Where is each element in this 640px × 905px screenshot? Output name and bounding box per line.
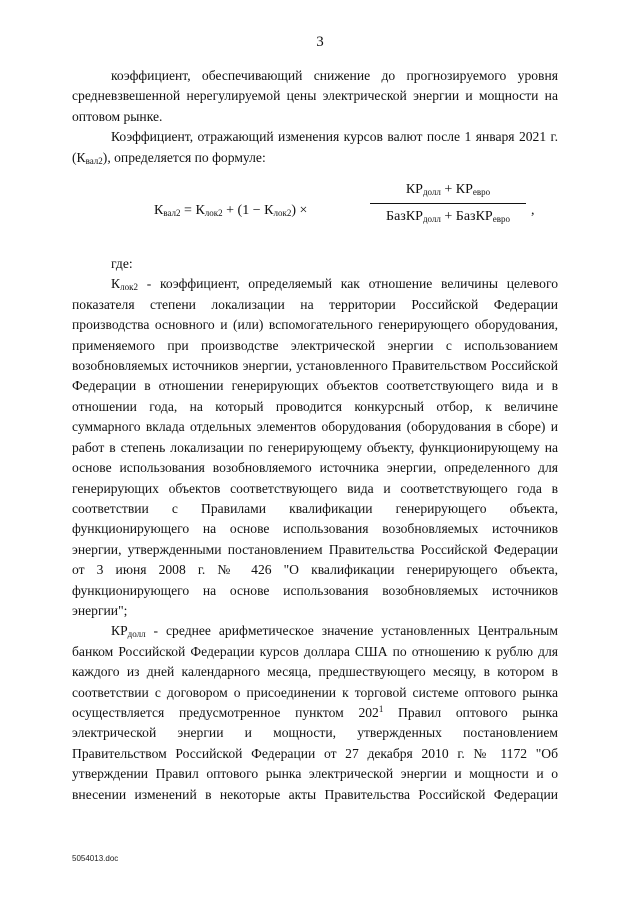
formula-k-lok-sub-2: лок2 — [273, 208, 292, 219]
coefficient-intro-text-b: ), определяется по формуле: — [102, 149, 266, 165]
kr-doll-definition-text-a: - среднее арифметическое значение установленных Центральным банком Российской Федерации курсов доллара США по отношению к рублю для каждого из дней календарного месяца, предшествующего месяцу, в котором в соответствии с договором о присоединении к торговой системе оптового рынка осуществляется предусмотренное пунктом 202 — [72, 623, 558, 720]
den-baz-kr-euro-sub: евро — [492, 214, 510, 225]
kr-doll-symbol-sub: долл — [127, 629, 146, 640]
coefficient-intro-paragraph — [72, 127, 558, 168]
num-kr-doll-sub: долл — [422, 187, 441, 198]
formula-one-minus: + (1 − К — [226, 203, 274, 219]
formula — [72, 180, 558, 244]
kr-doll-definition — [72, 621, 558, 805]
formula-fraction — [368, 180, 528, 228]
document-body — [72, 66, 558, 805]
footer-file-code: 5054013.doc — [72, 854, 119, 863]
formula-k-lok-sub-1: лок2 — [204, 208, 223, 219]
formula-k-val-sub: вал2 — [163, 208, 181, 219]
coefficient-intro-subscript: вал2 — [85, 155, 103, 166]
formula-eq-k-lok: = К — [184, 203, 205, 219]
den-baz-kr-euro: + БазКР — [444, 209, 493, 225]
num-kr-doll: КР — [405, 182, 423, 198]
num-kr-euro: + КР — [444, 182, 473, 198]
k-lok-symbol-sub: лок2 — [120, 282, 138, 293]
formula-times: ) × — [291, 203, 308, 219]
where-label: где: — [111, 256, 133, 272]
k-lok-symbol: К — [111, 276, 121, 292]
formula-lhs — [154, 201, 307, 221]
intro-paragraph: коэффициент, обеспечивающий снижение до прогнозируемого уровня средневзвешенной нерегулируемой цены электрической энергии и мощности на оптовом рынке. — [72, 68, 558, 124]
page-number: 3 — [316, 34, 324, 50]
formula-comma: , — [531, 203, 535, 219]
formula-denominator — [368, 204, 528, 227]
formula-numerator — [368, 180, 528, 203]
kr-doll-symbol: КР — [111, 623, 128, 639]
formula-k-val: К — [154, 203, 164, 219]
num-kr-euro-sub: евро — [472, 187, 491, 198]
kr-doll-superscript: 1 — [378, 703, 384, 714]
den-baz-kr-doll-sub: долл — [422, 214, 441, 225]
coefficient-intro-text-a: Коэффициент, отражающий изменения курсов валют после 1 января 2021 г. (К — [72, 129, 558, 165]
k-lok-definition — [72, 274, 558, 621]
k-lok-definition-text: - коэффициент, определяемый как отношение величины целевого показателя степени локализации на территории Российской Федерации производства основного и (или) вспомогательного генерирующего оборудования, применяемого при производстве электрической энергии с использованием возобновляемых источников энергии, установленного Правительством Российской Федерации в отношении генерирующих объектов соответствующего вида и в отношении года, на который проводится конкурсный отбор, к величине суммарного вклада отдельных элементов оборудования (оборудования в сборе) и работ в степень локализации по генерирующему объекту, функционирующему на основе использования возобновляемого источника энергии, определенного для генерирующих объектов соответствующего вида и соответствующего года в соответствии с Правилами квалификации генерирующего объекта, функционирующего на основе использования возобновляемых источников энергии, утвержденными постановлением Правительства Российской Федерации от 3 июня 2008 г. № 426 "О квалификации генерирующего объекта, функционирующего на основе использования возобновляемых источников энергии"; — [72, 276, 558, 618]
kr-doll-definition-text-b: Правил оптового рынка электрической энергии и мощности, утвержденных постановлением Правительством Российской Федерации от 27 декабря 2010 г. № 1172 "Об утверждении Правил оптового рынка электрической энергии и мощности и о внесении изменений в некоторые акты Правительства Российской Федерации — [72, 704, 558, 802]
den-baz-kr-doll: БазКР — [386, 209, 423, 225]
